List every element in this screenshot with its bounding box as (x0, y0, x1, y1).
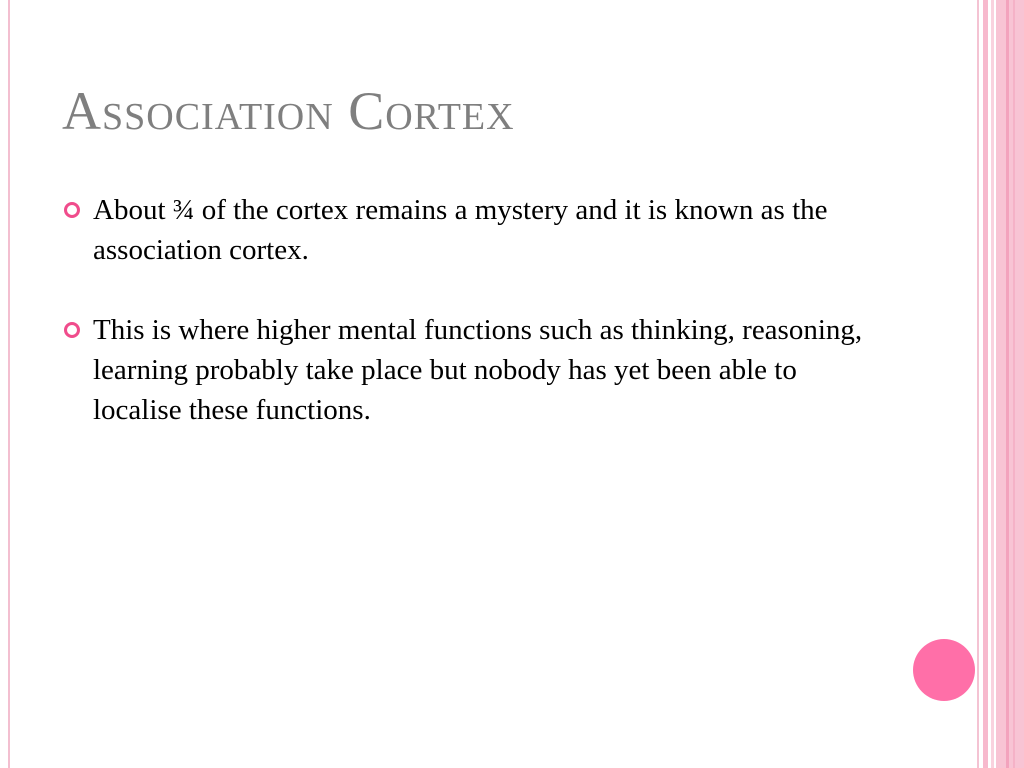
right-stripe (991, 0, 994, 768)
right-stripe (977, 0, 979, 768)
left-border-line (8, 0, 10, 768)
bullet-item (62, 310, 892, 430)
right-stripe (996, 0, 1024, 768)
slide-title: Association Cortex (62, 81, 515, 141)
decorative-pink-circle (913, 639, 975, 701)
bullet-item (62, 190, 892, 270)
right-stripe (1006, 0, 1009, 768)
circle-bullet-icon (64, 322, 80, 338)
right-stripe (983, 0, 988, 768)
bullet-list (62, 190, 892, 470)
circle-bullet-icon (64, 202, 80, 218)
bullet-text: This is where higher mental functions such as thinking, reasoning, learning probably take place but nobody has yet been able to localise these functions. (93, 314, 863, 426)
right-stripe (1013, 0, 1015, 768)
bullet-text: About ¾ of the cortex remains a mystery and it is known as the association cortex. (93, 194, 828, 266)
